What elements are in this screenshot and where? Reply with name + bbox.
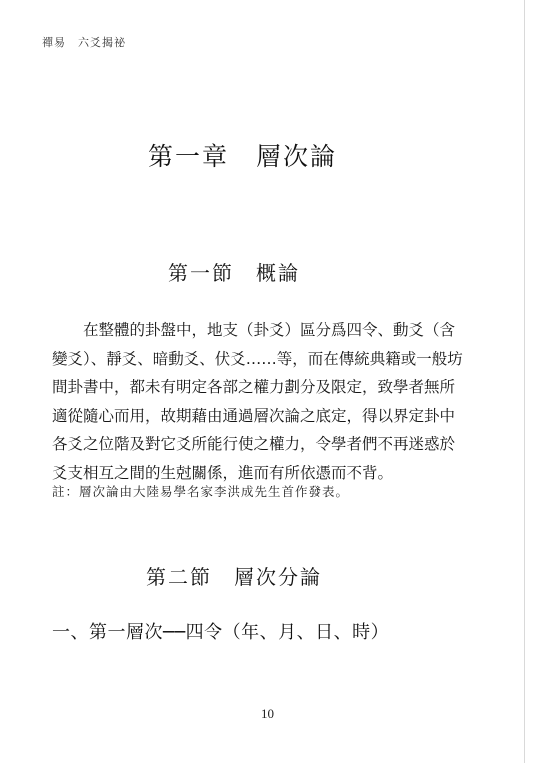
section-title-overview: 第一節 概論 bbox=[168, 261, 300, 285]
page-edge-line bbox=[524, 0, 525, 763]
paragraph-line: 變爻）、靜爻、暗動爻、伏爻……等，而在傳統典籍或一般坊 bbox=[52, 349, 463, 368]
footnote: 註：層次論由大陸易學名家李洪成先生首作發表。 bbox=[52, 484, 350, 499]
page-number: 10 bbox=[261, 706, 274, 721]
paragraph-line: 間卦書中，都未有明定各部之權力劃分及限定，致學者無所 bbox=[52, 378, 456, 396]
running-header: 禪易 六爻揭祕 bbox=[42, 36, 126, 49]
chapter-title: 第一章 層次論 bbox=[148, 142, 338, 171]
subheading-first-level: 一、第一層次──四令（年、月、日、時） bbox=[52, 622, 390, 643]
paragraph-line: 在整體的卦盤中，地支（卦爻）區分爲四令、動爻（含 bbox=[83, 321, 456, 339]
paragraph-line: 各爻之位階及對它爻所能行使之權力，令學者們不再迷惑於 bbox=[52, 435, 456, 453]
section-title-levels: 第二節 層次分論 bbox=[146, 565, 322, 589]
paragraph-line: 適從隨心而用，故期藉由通過層次論之底定，得以界定卦中 bbox=[52, 406, 456, 425]
overview-paragraph bbox=[52, 316, 463, 487]
paragraph-line: 爻支相互之間的生尅關係，進而有所依憑而不背。 bbox=[52, 463, 394, 482]
